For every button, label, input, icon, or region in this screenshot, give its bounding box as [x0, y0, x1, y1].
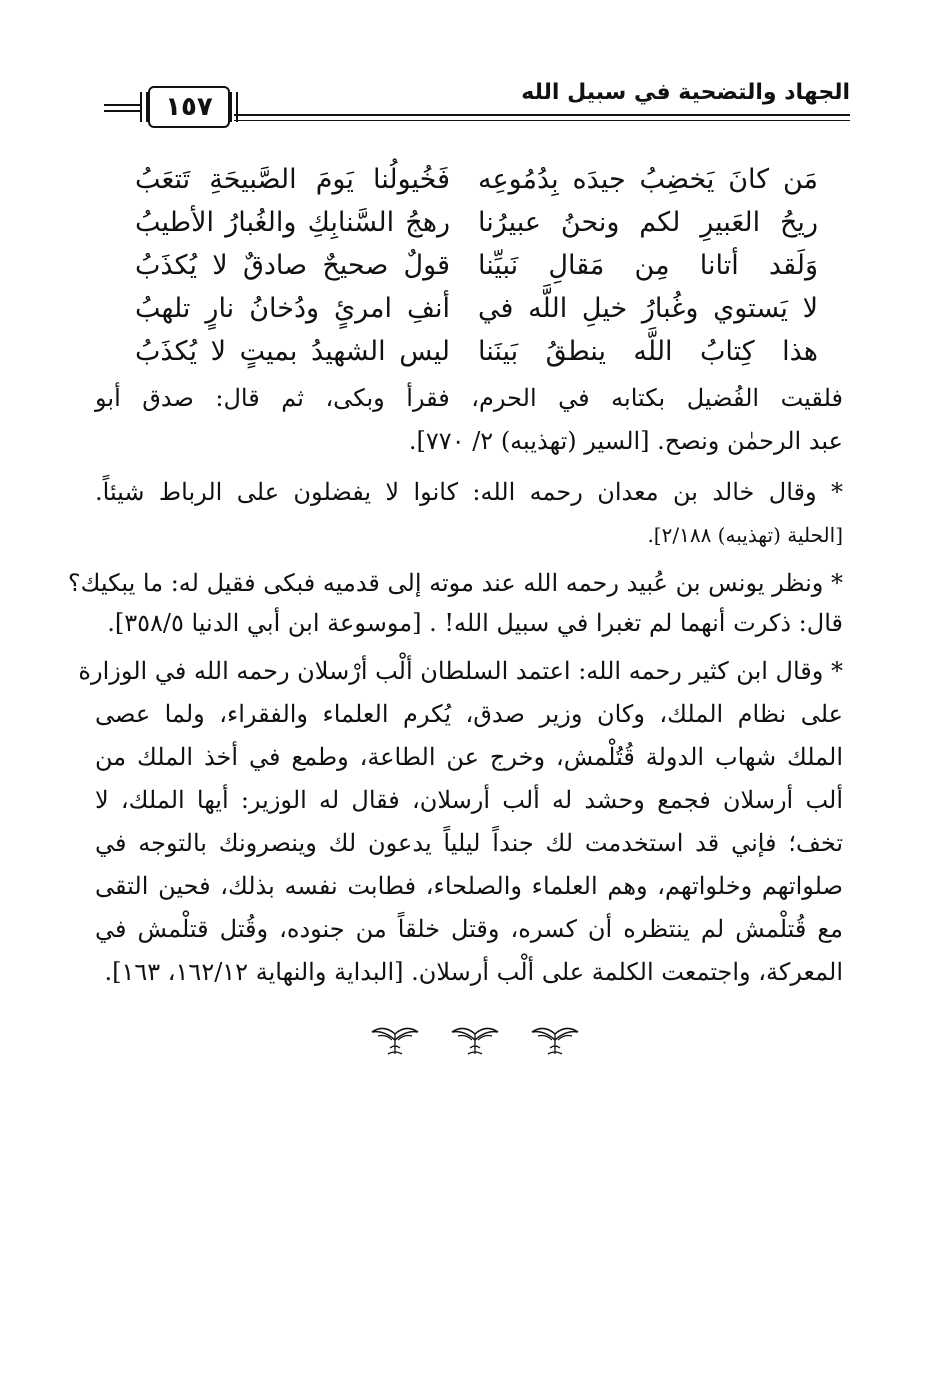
prose-line-13: مع قُتلْمش لم ينتظره أن كسره، وقتل خلقاً من جنوده، وقُتل قتلْمش في	[95, 915, 843, 943]
header-rule-bottom	[234, 120, 850, 121]
prose-line-4-citation: [الحلية (تهذيبه) ٢/١٨٨].	[647, 523, 843, 547]
poem-verse-3-first-half: وَلَقد أتانا مِن مَقالِ نَبيِّنا	[478, 250, 818, 281]
poem-verse-2-first-half: ريحُ العَبيرِ لكم ونحنُ عبيرُنا	[478, 207, 818, 238]
prose-line-3: * وقال خالد بن معدان رحمه الله: كانوا لا يفضلون على الرباط شيئاً.	[95, 478, 843, 506]
prose-line-6: قال: ذكرت أنهما لم تغبرا في سبيل الله! . [موسوعة ابن أبي الدنيا ٣٥٨/٥].	[107, 609, 843, 637]
prose-line-5: * ونظر يونس بن عُبيد رحمه الله عند موته إلى قدميه فبكى فقيل له: ما يبكيك؟	[67, 569, 843, 597]
prose-line-10: ألب أرسلان فجمع وحشد له ألب أرسلان، فقال له الوزير: أيها الملك، لا	[95, 786, 843, 814]
header-rule-left-bottom	[104, 110, 140, 112]
prose-line-14: المعركة، واجتمعت الكلمة على ألْب أرسلان. [البداية والنهاية ١٦٢/١٢، ١٦٣].	[104, 958, 843, 986]
prose-line-12: صلواتهم وخلواتهم، وهم العلماء والصلحاء، فطابت نفسه بذلك، فحين التقى	[95, 872, 843, 900]
poem-verse-4-second-half: أنفِ امرئٍ ودُخانُ نارٍ تلهبُ	[135, 293, 450, 324]
poem-verse-1-first-half: مَن كانَ يَخضِبُ جيدَه بِدُمُوعِه	[478, 164, 818, 195]
poem-verse-4-first-half: لا يَستوي وغُبارُ خيلِ اللَّه في	[478, 293, 818, 324]
poem-verse-5-first-half: هذا كِتابُ اللَّه ينطقُ بَينَنا	[478, 336, 818, 367]
header-rule-left-top	[104, 104, 140, 106]
prose-line-9: الملك شهاب الدولة قُتُلْمش، وخرج عن الطاعة، وطمع في أخذ الملك من	[95, 743, 844, 771]
page-number: ١٥٧	[148, 86, 230, 128]
floral-ornament-icon	[450, 1022, 500, 1058]
section-end-ornaments	[370, 1022, 580, 1062]
poem-verse-1-second-half: فَخُيولُنا يَومَ الصَّبيحَةِ تَتعَبُ	[135, 164, 450, 195]
prose-line-1: فلقيت الفُضيل بكتابه في الحرم، فقرأ وبكى، ثم قال: صدق أبو	[95, 384, 843, 412]
floral-ornament-icon	[530, 1022, 580, 1058]
prose-line-11: تخف؛ فإني قد استخدمت لك جنداً ليلياً يدعون لك وينصرونك بالتوجه في	[95, 829, 843, 857]
floral-ornament-icon	[370, 1022, 420, 1058]
header-rule-top	[234, 114, 850, 116]
poem-verse-3-second-half: قولٌ صحيحٌ صادقٌ لا يُكذَبُ	[135, 250, 450, 281]
prose-line-8: على نظام الملك، وكان وزير صدق، يُكرم العلماء والفقراء، ولما عصى	[95, 700, 843, 728]
poem-verse-2-second-half: رهجُ السَّنابِكِ والغُبارُ الأطيبُ	[135, 207, 450, 238]
prose-line-2: عبد الرحمٰن ونصح. [السير (تهذيبه) ٢/ ٧٧٠].	[408, 427, 843, 455]
prose-line-7: * وقال ابن كثير رحمه الله: اعتمد السلطان ألْب أرْسلان رحمه الله في الوزارة	[78, 657, 843, 685]
poem-verse-5-second-half: ليس الشهيدُ بميتٍ لا يُكذَبُ	[135, 336, 450, 367]
running-header-title: الجهاد والتضحية في سبيل الله	[521, 80, 850, 105]
